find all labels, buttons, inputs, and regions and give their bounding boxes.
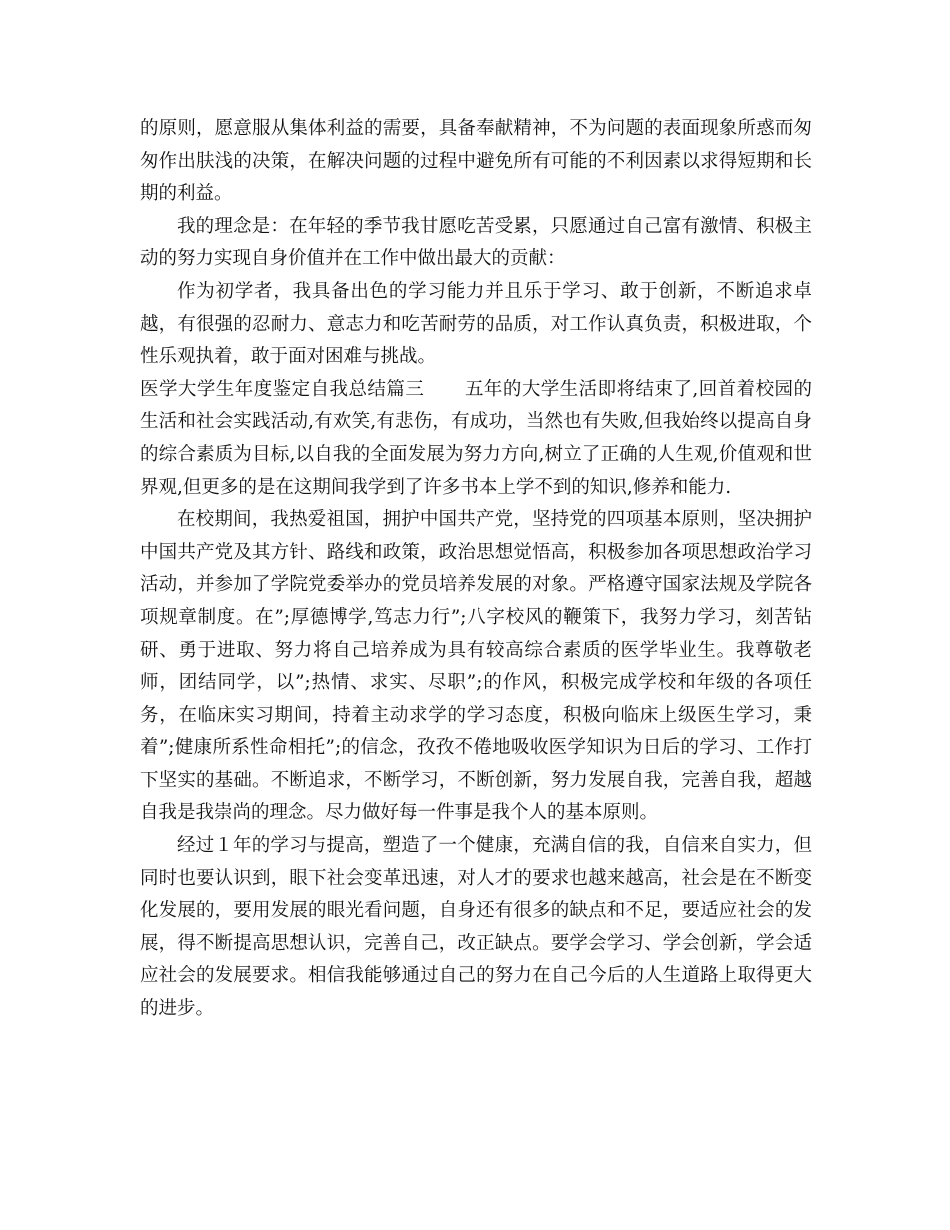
section-paragraph [140,374,812,504]
paragraph-3: 作为初学者，我具备出色的学习能力并且乐于学习、敢于创新，不断追求卓越，有很强的忍耐力、意志力和吃苦耐劳的品质，对工作认真负责，积极进取，个性乐观执着，敢于面对困难与挑战。 [140,280,812,368]
paragraph-6: 经过１年的学习与提高，塑造了一个健康，充满自信的我，自信来自实力，但同时也要认识到，眼下社会变革迅速，对人才的要求也越来越高，社会是在不断变化发展的，要用发展的眼光看问题，自身还有很多的缺点和不足，要适应社会的发展，得不断提高思想认识，完善自己，改正缺点。要学会学习、学会创新，学会适应社会的发展要求。相信我能够通过自己的努力在自己今后的人生道路上取得更大的进步。 [140,835,812,1020]
section-heading: 医学大学生年度鉴定自我总结篇三 [140,378,425,400]
paragraph-1: 的原则，愿意服从集体利益的需要，具备奉献精神，不为问题的表面现象所惑而匆匆作出肤浅的决策，在解决问题的过程中避免所有可能的不利因素以求得短期和长期的利益。 [140,118,812,205]
document-body [140,113,812,1026]
section-first-paragraph: 五年的大学生活即将结束了,回首着校园的生活和社会实践活动,有欢笑,有悲伤，有成功，当然也有失败,但我始终以提高自身的综合素质为目标,以自我的全面发展为努力方向,树立了正确的人生观,价值观和世界观,但更多的是在这期间我学到了许多书本上学不到的知识,修养和能力. [140,378,812,498]
paragraph-5: 在校期间，我热爱祖国，拥护中国共产党，坚持党的四项基本原则，坚决拥护中国共产党及其方针、路线和政策，政治思想觉悟高，积极参加各项思想政治学习活动，并参加了学院党委举办的党员培养发展的对象。严格遵守国家法规及学院各项规章制度。在”;厚德博学,笃志力行”;八字校风的鞭策下，我努力学习，刻苦钻研、勇于进取、努力将自己培养成为具有较高综合素质的医学毕业生。我尊敬老师，团结同学，以”;热情、求实、尽职”;的作风，积极完成学校和年级的各项任务，在临床实习期间，持着主动求学的学习态度，积极向临床上级医生学习，秉着”;健康所系性命相托”;的信念，孜孜不倦地吸收医学知识为日后的学习、工作打下坚实的基础。不断追求，不断学习，不断创新，努力发展自我，完善自我，超越自我是我崇尚的理念。尽力做好每一件事是我个人的基本原则。 [140,509,812,824]
paragraph-2: 我的理念是：在年轻的季节我甘愿吃苦受累，只愿通过自己富有激情、积极主动的努力实现自身价值并在工作中做出最大的贡献： [140,215,812,270]
